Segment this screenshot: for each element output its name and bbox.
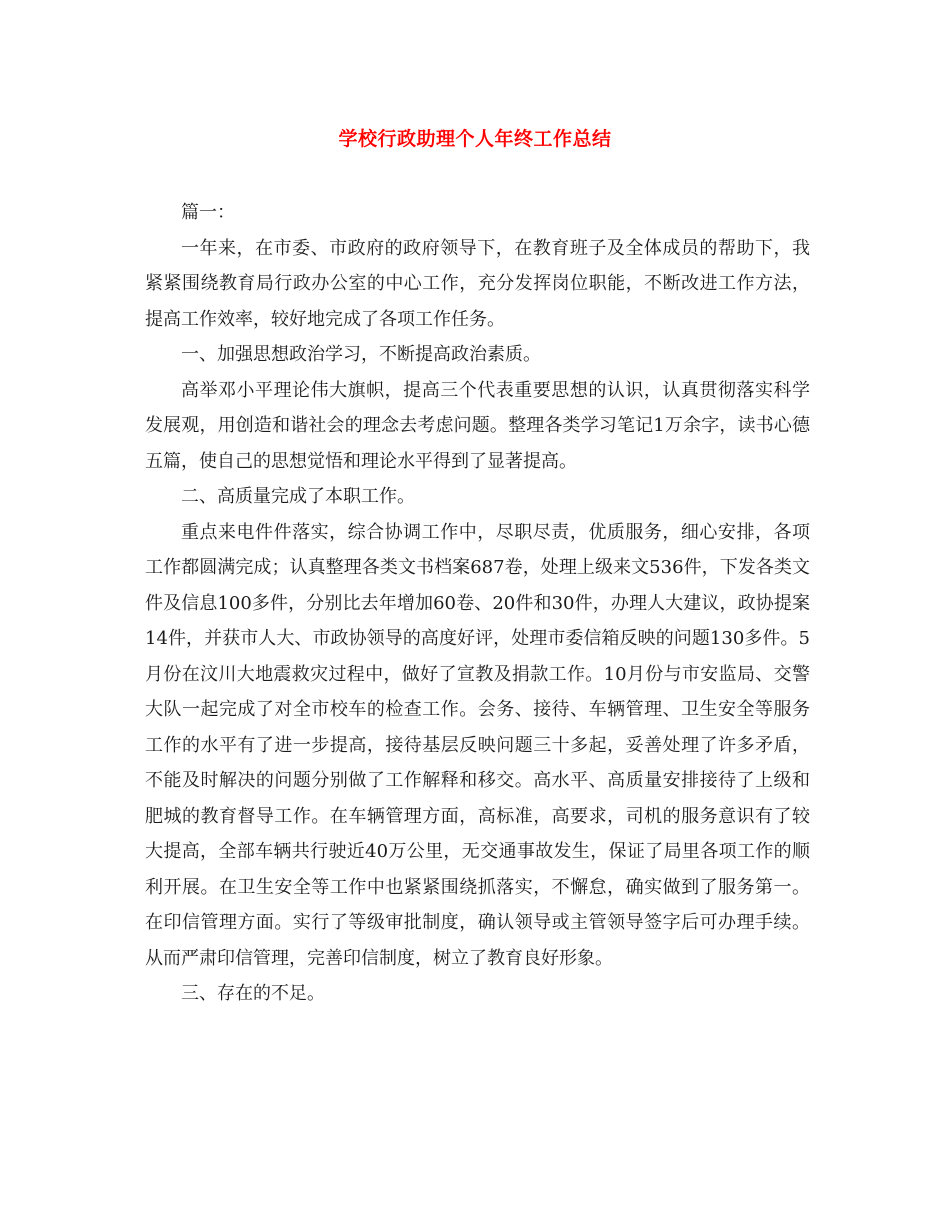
paragraph-political-study: 高举邓小平理论伟大旗帜，提高三个代表重要思想的认识，认真贯彻落实科学发展观，用创造和谐社会的理念去考虑问题。整理各类学习笔记1万余字，读书心德五篇，使自己的思想觉悟和理论水平得到了显著提高。 [145, 379, 810, 472]
document-title: 学校行政助理个人年终工作总结 [338, 128, 612, 150]
heading-political-study: 一、加强思想政治学习，不断提高政治素质。 [181, 344, 541, 365]
heading-duties: 二、高质量完成了本职工作。 [181, 486, 415, 507]
section-label-part-one: 篇一： [181, 202, 235, 223]
heading-shortcomings: 三、存在的不足。 [181, 983, 325, 1004]
intro-paragraph: 一年来，在市委、市政府的政府领导下，在教育班子及全体成员的帮助下，我紧紧围绕教育局行政办公室的中心工作，充分发挥岗位职能，不断改进工作方法，提高工作效率，较好地完成了各项工作任务。 [145, 237, 810, 330]
paragraph-duties: 重点来电件件落实，综合协调工作中，尽职尽责，优质服务，细心安排，各项工作都圆满完成；认真整理各类文书档案687卷，处理上级来文536件，下发各类文件及信息100多件，分别比去年增加60卷、20件和30件，办理人大建议，政协提案14件，并获市人大、市政协领导的高度好评，处理市委信箱反映的问题130多件。5月份在汶川大地震救灾过程中，做好了宣教及捐款工作。10月份与市安监局、交警大队一起完成了对全市校车的检查工作。会务、接待、车辆管理、卫生安全等服务工作的水平有了进一步提高，接待基层反映问题三十多起，妥善处理了许多矛盾，不能及时解决的问题分别做了工作解释和移交。高水平、高质量安排接待了上级和肥城的教育督导工作。在车辆管理方面，高标准，高要求，司机的服务意识有了较大提高，全部车辆共行驶近40万公里，无交通事故发生，保证了局里各项工作的顺利开展。在卫生安全等工作中也紧紧围绕抓落实，不懈怠，确实做到了服务第一。在印信管理方面。实行了等级审批制度，确认领导或主管领导签字后可办理手续。从而严肃印信管理，完善印信制度，树立了教育良好形象。 [145, 521, 810, 969]
document-body [145, 195, 810, 1012]
